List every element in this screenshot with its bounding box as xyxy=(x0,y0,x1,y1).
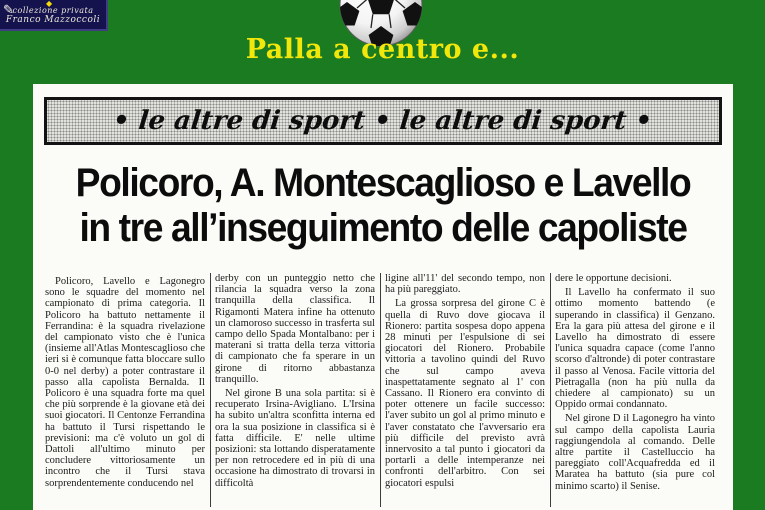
quill-icon: ✎ xyxy=(3,3,14,18)
paragraph: Policoro, Lavello e Lagonegro sono le squadre del momento nel campionato di prima categoria. Il Policoro ha battuto nettamente il Ferrandina: è la squadra rivelazione del campionato visto che è l'unica (insieme all'Atlas Montescaglioso che ieri si è comunque fatta bloccare sullo 0-0 nel derby) a poter contrastare il passo alla capolista Bernalda. Il Policoro è una squadra forte ma quel che più sorprende è la giovane età dei suoi giocatori. Il Centonze Ferrandina ha battuto il Tursi rispettando le previsioni: ma c'è voluto un gol di Dattoli all'ultimo minuto per concludere vittoriosamente un incontro che il Tursi stava sorprendentemente conducendo nel xyxy=(45,276,205,489)
column-divider xyxy=(380,273,381,507)
paragraph: ligine all'11' del secondo tempo, non ha più pareggiato. xyxy=(385,273,545,296)
article-headline xyxy=(33,161,733,251)
banner-text: • le altre di sport • le altre di sport • xyxy=(111,106,655,136)
paragraph: derby con un punteggio netto che rilancia la squadra verso la zona tranquilla della classifica. Il Rigamonti Matera infine ha ottenuto un clamoroso successo in trasferta sul campo dello Spada Montalbano: per i materani si tratta della terza vittoria di campionato che fa sperare in un girone di ritorno abbastanza tranquillo. xyxy=(215,273,375,385)
column-divider xyxy=(550,273,551,507)
article-column-3 xyxy=(385,273,545,507)
paragraph: Nel girone D il Lagonegro ha vinto sul campo della capolista Lauria raggiungendola al comando. Delle altre partite il Castelluccio ha pareggiato coll'Acquafredda ed il Maratea ha battuto (sia pure col minimo scarto) il Senise. xyxy=(555,413,715,492)
paragraph: Il Lavello ha confermato il suo ottimo momento battendo (e superando in classifica) il Genzano. Era la gara più attesa del girone e il Lavello ha dimostrato di essere l'unica squadra capace (come l'anno scorso d'altronde) di poter contrastare il passo al Venosa. Facile vittoria del Pietragalla (non ha più nulla da chiedere al campionato) su un Oppido ormai condannato. xyxy=(555,287,715,411)
paragraph: dere le opportune decisioni. xyxy=(555,273,672,284)
collection-logo xyxy=(0,0,108,31)
sport-section-banner xyxy=(44,97,722,145)
logo-mark-icon: ◆ xyxy=(46,0,53,8)
column-divider xyxy=(210,273,211,507)
paragraph: Nel girone B una sola partita: si è recuperato Irsina-Avigliano. L'Irsina ha subito un'altra sconfitta interna ed ora la sua posizione in classifica si è fatta difficile. E' nelle ultime posizioni: sta lottando disperatamente per non retrocedere ed in più di una occasione ha dimostrato di trovarsi in difficoltà xyxy=(215,388,375,489)
logo-line1: collezione privata xyxy=(12,6,94,15)
article-column-2 xyxy=(215,273,375,507)
article-column-1 xyxy=(45,273,205,507)
article-column-4 xyxy=(555,273,715,507)
page-title: Palla a centro e... xyxy=(245,34,520,65)
article-body xyxy=(45,273,725,507)
newspaper-clipping xyxy=(33,84,733,510)
paragraph: La grossa sorpresa del girone C è quella di Ruvo dove giocava il Rionero: partita sospesa dopo appena 28 minuti per l'espulsione di sei giocatori del Rionero. Probabile vittoria a tavolino quindi del Ruvo che sul campo aveva inaspettatamente segnato al 1' con Cassano. Il Rionero era convinto di poter ottenere un facile successo: l'aver subito un gol al primo minuto e l'aver constatato che l'avversario era più difficile del previsto avrà innervosito a tal punto i giocatori da portarli a delle intemperanze nei confronti dell'arbitro. Con sei giocatori espulsi xyxy=(385,298,545,489)
headline-line2: in tre all’inseguimento delle capoliste xyxy=(79,206,687,250)
logo-line2: Franco Mazzoccoli xyxy=(5,15,101,25)
headline-line1: Policoro, A. Montescaglioso e Lavello xyxy=(75,161,691,205)
